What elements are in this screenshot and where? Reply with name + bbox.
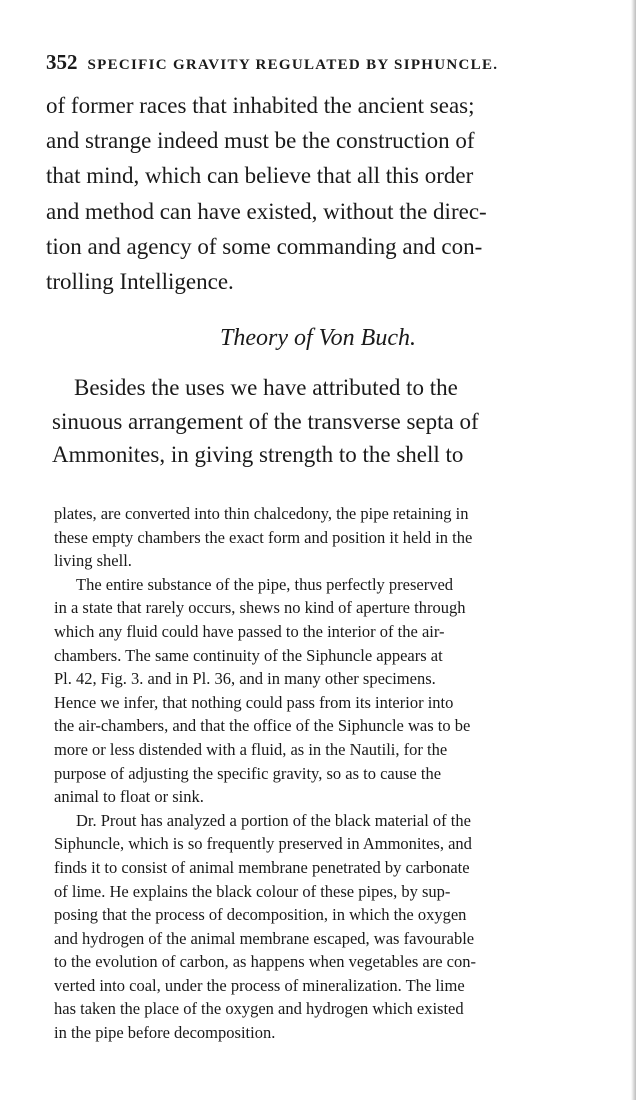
footnote-line: in a state that rarely occurs, shews no kind of aperture through [54, 598, 466, 618]
page-header [46, 50, 586, 75]
footnote-line: The entire substance of the pipe, thus perfectly preserved [76, 574, 454, 594]
footnote-line: has taken the place of the oxygen and hydrogen which existed [54, 999, 464, 1019]
footnote-block [54, 502, 586, 1045]
footnote-line: the air-chambers, and that the office of the Siphuncle was to be [54, 716, 471, 736]
footnote-line: finds it to consist of animal membrane penetrated by carbonate [54, 857, 470, 877]
page-number: 352 [46, 50, 78, 74]
footnote-line: verted into coal, under the process of mineralization. The lime [54, 975, 465, 995]
text-line: tion and agency of some commanding and con- [46, 233, 483, 259]
text-line: that mind, which can believe that all this order [46, 163, 474, 189]
text-line: of former races that inhabited the ancient seas; [46, 93, 475, 118]
footnote-line: Pl. 42, Fig. 3. and in Pl. 36, and in many other specimens. [54, 669, 436, 689]
footnote-line: these empty chambers the exact form and position it held in the [54, 527, 473, 547]
main-paragraph [46, 88, 584, 299]
footnote-line: more or less distended with a fluid, as in the Nautili, for the [54, 739, 448, 759]
footnote-line: posing that the process of decomposition, in which the oxygen [54, 905, 467, 925]
footnote-line: to the evolution of carbon, as happens when vegetables are con- [54, 952, 476, 972]
footnote-line: chambers. The same continuity of the Siphuncle appears at [54, 645, 443, 665]
section-heading: Theory of Von Buch. [220, 325, 416, 351]
text-line: and strange indeed must be the construction of [46, 128, 475, 154]
footnote-line: living shell. [54, 551, 132, 571]
footnote-line: Hence we infer, that nothing could pass from its interior into [54, 692, 454, 712]
footnote-line: and hydrogen of the animal membrane escaped, was favourable [54, 928, 475, 948]
page-spine-edge [631, 0, 636, 1100]
footnote-line: which any fluid could have passed to the interior of the air- [54, 621, 445, 641]
section-paragraph [52, 371, 584, 472]
footnote-line: Dr. Prout has analyzed a portion of the black material of the [76, 810, 471, 830]
text-line: Besides the uses we have attributed to the [74, 375, 458, 400]
footnote-line: in the pipe before decomposition. [54, 1023, 276, 1043]
footnote-line: animal to float or sink. [54, 787, 204, 807]
text-line: Ammonites, in giving strength to the shell to [52, 442, 464, 467]
text-line: trolling Intelligence. [46, 269, 234, 295]
running-title: SPECIFIC GRAVITY REGULATED BY SIPHUNCLE. [87, 57, 499, 73]
text-line: and method can have existed, without the direc- [46, 198, 487, 224]
text-line: sinuous arrangement of the transverse septa of [52, 408, 479, 434]
footnote-line: of lime. He explains the black colour of these pipes, by sup- [54, 881, 451, 901]
footnote-line: purpose of adjusting the specific gravity, so as to cause the [54, 763, 442, 783]
footnote-line: plates, are converted into thin chalcedony, the pipe retaining in [54, 504, 469, 523]
footnote-line: Siphuncle, which is so frequently preserved in Ammonites, and [54, 834, 472, 854]
